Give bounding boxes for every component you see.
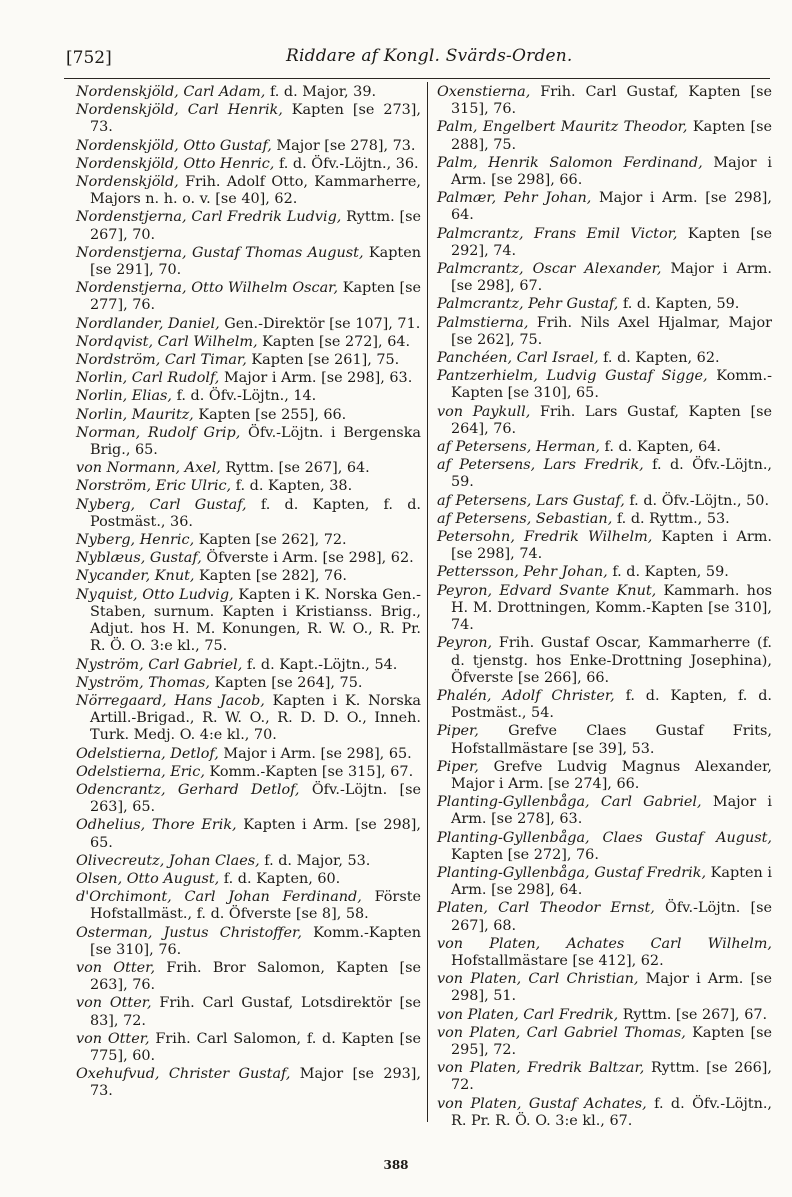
entry-details: Grefve Ludvig Magnus Alexander, Major i Arm. [se 274], 66. [451, 758, 772, 792]
entry-name: Panchéen, Carl Israel, [437, 350, 599, 367]
entry-name: Palm, Engelbert Mauritz Theodor, [437, 119, 688, 136]
entry-details: Kapten i K. Norska Gen.-Staben, surnum. Kapten i Kristianss. Brig., Adjut. hos H. M. Konungen, R. W. O., R. Pr. R. Ö. O. 3:e kl., 75. [90, 586, 421, 655]
entry-name: Piper, [437, 723, 479, 740]
register-entry [76, 1066, 421, 1100]
register-entry [437, 759, 772, 793]
register-entry [437, 226, 772, 260]
register-entry [437, 794, 772, 828]
register-entry [76, 156, 421, 173]
entry-name: Nordenskjöld, Carl Adam, [76, 84, 266, 100]
entry-name: Pantzerhielm, Ludvig Gustaf Sigge, [437, 368, 708, 385]
register-entry [76, 746, 421, 763]
entry-name: Palmstierna, [437, 314, 529, 331]
entry-details: f. d. Kapten, 59. [607, 564, 729, 581]
register-entry [437, 723, 772, 757]
register-entry [437, 1096, 772, 1130]
entry-name: Odelstierna, Eric, [76, 763, 205, 780]
entry-name: Nordenstjerna, Gustaf Thomas August, [76, 244, 364, 261]
entry-name: von Platen, Achates Carl Wilhelm, [437, 935, 772, 952]
entry-name: von Platen, Carl Gabriel Thomas, [437, 1024, 686, 1041]
entry-name: Phalén, Adolf Christer, [437, 687, 615, 704]
entry-name: Norlin, Mauritz, [76, 406, 194, 423]
register-entry [76, 675, 421, 692]
column-divider [427, 82, 428, 1122]
entry-details: Kapten [se 282], 76. [194, 568, 347, 585]
entry-details: Frih. Carl Gustaf, Lotsdirektör [se 83], 72. [90, 995, 422, 1029]
entry-name: Nyström, Carl Gabriel, [76, 656, 243, 673]
entry-details: f. d. Kapten, 62. [598, 350, 720, 367]
entry-name: Nyberg, Carl Gustaf, [76, 496, 247, 513]
entry-details: Major [se 278], 73. [271, 137, 416, 154]
register-entry [437, 1007, 772, 1024]
entry-name: Olivecreutz, Johan Claes, [76, 852, 260, 869]
running-title: Riddare af Kongl. Svärds-Orden. [286, 46, 573, 66]
entry-details: Frih. Gustaf Oscar, Kammarherre (f. d. tjenstg. hos Enke-Drottning Josephina), Öfverste [se 266], 66. [451, 635, 772, 686]
entry-details: Major i Arm. [se 298], 66. [451, 154, 772, 189]
register-entry [76, 568, 421, 585]
entry-details: Ryttm. [se 267], 70. [90, 209, 421, 243]
register-entry [437, 119, 772, 153]
entry-name: von Paykull, [437, 403, 531, 420]
entry-name: Oxenstierna, [437, 84, 531, 100]
entry-name: Nordenskjöld, Carl Henrik, [76, 102, 283, 119]
register-entry [76, 370, 421, 387]
register-entry [437, 511, 772, 528]
entry-details: Major i Arm. [se 298], 67. [451, 261, 772, 295]
entry-name: Nordlander, Daniel, [76, 315, 220, 332]
entry-name: Nycander, Knut, [76, 568, 195, 585]
signature-mark: 388 [383, 1158, 409, 1172]
entry-details: f. d. Kapten, 38. [231, 478, 353, 495]
page-number: [752] [66, 48, 112, 68]
register-entry [437, 529, 772, 563]
entry-name: d'Orchimont, Carl Johan Ferdinand, [76, 889, 362, 906]
register-entry [76, 925, 421, 959]
entry-details: f. d. Kapten, f. d. Postmäst., 54. [451, 687, 773, 722]
register-entry [437, 564, 772, 581]
register-entry [76, 995, 421, 1029]
register-entry [437, 155, 772, 189]
register-entry [76, 853, 421, 870]
entry-name: von Normann, Axel, [76, 460, 221, 477]
register-entry [76, 316, 421, 333]
register-entry [76, 587, 421, 656]
register-entry [437, 688, 772, 722]
entry-details: f. d. Öfv.-Löjtn., 36. [274, 155, 419, 172]
entry-details: Öfverste i Arm. [se 298], 62. [201, 550, 414, 567]
register-entry [76, 174, 421, 208]
register-entry [76, 280, 421, 314]
entry-details: Kammarh. hos H. M. Drottningen, Komm.-Kapten [se 310], 74. [451, 582, 772, 634]
entry-name: af Petersens, Lars Fredrik, [437, 457, 644, 474]
entry-details: Frih. Carl Salomon, f. d. Kapten [se 775], 60. [90, 1030, 422, 1064]
register-entry [76, 871, 421, 888]
register-entry [76, 782, 421, 816]
entry-name: von Platen, Fredrik Baltzar, [437, 1060, 645, 1077]
entry-name: af Petersens, Herman, [437, 439, 600, 456]
entry-details: f. d. Major, 53. [259, 852, 371, 869]
entry-details: Kapten [se 291], 70. [90, 244, 422, 279]
entry-name: Osterman, Justus Christoffer, [76, 924, 302, 941]
entry-name: Nordenskjöld, Otto Henric, [76, 155, 275, 172]
register-entry [76, 425, 421, 459]
entry-details: f. d. Öfv.-Löjtn., 14. [172, 388, 317, 405]
entry-name: von Platen, Carl Fredrik, [437, 1006, 619, 1023]
entry-name: Nordström, Carl Timar, [76, 352, 247, 369]
entry-details: Kapten [se 295], 72. [451, 1024, 772, 1058]
entry-details: Öfv.-Löjtn. [se 263], 65. [90, 781, 421, 816]
entry-details: f. d. Öfv.-Löjtn., R. Pr. R. Ö. O. 3:e kl., 67. [451, 1095, 772, 1129]
entry-name: Nyquist, Otto Ludvig, [76, 586, 234, 603]
entry-name: Palmcrantz, Frans Emil Victor, [437, 225, 678, 242]
register-entry [76, 138, 421, 155]
entry-details: Ryttm. [se 267], 64. [220, 460, 370, 477]
entry-details: Major i Arm. [se 298], 63. [219, 370, 413, 387]
entry-name: Petersohn, Fredrik Wilhelm, [437, 529, 653, 546]
entry-name: Palmcrantz, Oscar Alexander, [437, 261, 662, 278]
entry-name: Peyron, Edvard Svante Knut, [437, 582, 657, 599]
entry-name: Nordqvist, Carl Wilhelm, [76, 333, 258, 350]
register-entry [76, 84, 421, 101]
entry-details: f. d. Kapten, 59. [618, 296, 740, 313]
register-entry [76, 532, 421, 549]
register-entry [437, 404, 772, 438]
register-entry [437, 296, 772, 313]
register-entry [437, 971, 772, 1005]
entry-details: f. d. Kapten, 60. [219, 870, 341, 887]
entry-details: Major i Arm. [se 298], 65. [218, 745, 412, 762]
register-entry [76, 334, 421, 351]
entry-name: von Platen, Carl Christian, [437, 971, 639, 988]
entry-details: Kapten [se 273], 73. [90, 102, 421, 136]
register-entry [437, 583, 772, 635]
entry-details: f. d. Öfv.-Löjtn., 50. [624, 492, 770, 509]
entry-name: Palm, Henrik Salomon Ferdinand, [437, 154, 703, 171]
entry-details: f. d. Major, 39. [265, 84, 377, 100]
entry-details: f. d. Kapten, f. d. Postmäst., 36. [90, 496, 421, 530]
entry-details: Kapten [se 288], 75. [451, 119, 772, 153]
entry-details: f. d. Öfv.-Löjtn., 59. [451, 457, 772, 491]
entry-details: Kapten [se 292], 74. [451, 225, 772, 259]
register-entry [437, 439, 772, 456]
entry-details: Gen.-Direktör [se 107], 71. [219, 315, 421, 332]
entry-details: Kapten [se 277], 76. [90, 280, 421, 314]
register-entry [76, 388, 421, 405]
entry-name: Planting-Gyllenbåga, Claes Gustaf August, [437, 829, 772, 846]
entry-details: Frih. Nils Axel Hjalmar, Major [se 262], 75. [451, 314, 772, 348]
entry-name: von Otter, [76, 959, 156, 976]
entry-name: von Platen, Gustaf Achates, [437, 1095, 647, 1112]
entry-name: Palmær, Pehr Johan, [437, 190, 592, 207]
entry-name: Planting-Gyllenbåga, Gustaf Fredrik, [437, 864, 707, 881]
entry-name: Pettersson, Pehr Johan, [437, 564, 608, 581]
entry-name: Nordenskjöld, [76, 174, 179, 191]
header-rule [64, 78, 770, 79]
register-entry [76, 1031, 421, 1065]
register-entry [437, 635, 772, 687]
register-entry [76, 817, 421, 851]
entry-name: von Otter, [76, 995, 152, 1012]
register-entry [76, 764, 421, 781]
entry-name: Platen, Carl Theodor Ernst, [437, 900, 655, 917]
entry-details: Major [se 293], 73. [90, 1066, 421, 1100]
register-entry [437, 936, 772, 970]
register-entry [437, 830, 772, 864]
entry-details: Kapten [se 255], 66. [193, 406, 347, 423]
entry-name: Norström, Eric Ulric, [76, 478, 232, 495]
entry-name: Norman, Rudolf Grip, [76, 424, 241, 441]
entry-details: Öfv.-Löjtn. [se 267], 68. [451, 900, 772, 934]
entry-details: Förste Hofstallmäst., f. d. Öfverste [se 8], 58. [90, 889, 421, 923]
register-entry [437, 493, 772, 510]
entry-name: Norlin, Elias, [76, 388, 173, 405]
register-entry [76, 497, 421, 531]
entry-name: Planting-Gyllenbåga, Carl Gabriel, [437, 794, 702, 811]
entry-name: Nordenstjerna, Carl Fredrik Ludvig, [76, 209, 342, 226]
entry-details: Kapten i Arm. [se 298], 74. [451, 529, 772, 563]
register-entry [437, 457, 772, 491]
register-entry [76, 102, 421, 136]
entry-details: Komm.-Kapten [se 310], 76. [90, 924, 421, 958]
entry-details: f. d. Ryttm., 53. [612, 510, 730, 527]
entry-name: von Otter, [76, 1030, 150, 1047]
entry-name: Piper, [437, 758, 479, 775]
register-entry [76, 209, 421, 243]
register-entry [437, 865, 772, 899]
entry-details: Kapten [se 272], 64. [257, 333, 411, 350]
entry-name: Odencrantz, Gerhard Detlof, [76, 781, 300, 798]
register-entry [76, 960, 421, 994]
entry-details: Major i Arm. [se 278], 63. [451, 794, 772, 828]
register-entry [76, 245, 421, 279]
entry-details: Frih. Adolf Otto, Kammarherre, Majors n. h. o. v. [se 40], 62. [90, 174, 421, 208]
register-entry [437, 1025, 772, 1059]
entry-name: Odhelius, Thore Erik, [76, 817, 237, 834]
entry-details: Kapten [se 264], 75. [209, 674, 363, 691]
entry-name: Nordenskjöld, Otto Gustaf, [76, 137, 272, 154]
register-entry [437, 368, 772, 402]
entry-details: Kapten [se 272], 76. [451, 846, 599, 863]
register-entry [76, 693, 421, 745]
register-entry [76, 550, 421, 567]
register-entry [437, 900, 772, 934]
entry-details: Frih. Carl Gustaf, Kapten [se 315], 76. [451, 84, 772, 118]
entry-details: Kapten i Arm. [se 298], 64. [451, 864, 772, 899]
register-entry [437, 350, 772, 367]
register-entry [76, 352, 421, 369]
entry-details: Öfv.-Löjtn. i Bergenska Brig., 65. [90, 424, 421, 459]
entry-name: Oxehufvud, Christer Gustaf, [76, 1066, 291, 1083]
entry-details: Kapten [se 262], 72. [194, 532, 347, 549]
register-entry [76, 889, 421, 923]
register-entry [437, 190, 772, 224]
entry-details: Frih. Bror Salomon, Kapten [se 263], 76. [90, 959, 421, 994]
entry-name: Nyberg, Henric, [76, 532, 195, 549]
page-header [66, 46, 766, 72]
entry-details: Kapten i K. Norska Artill.-Brigad., R. W. O., R. D. D. O., Inneh. Turk. Medj. O. 4:e kl., 70. [90, 692, 422, 744]
entry-details: Ryttm. [se 266], 72. [451, 1060, 772, 1094]
entry-details: Komm.-Kapten [se 310], 65. [451, 368, 772, 402]
register-entry [437, 315, 772, 349]
entry-details: Major i Arm. [se 298], 51. [451, 971, 772, 1005]
entry-details: Ryttm. [se 267], 67. [618, 1006, 768, 1023]
entry-details: Kapten i Arm. [se 298], 65. [90, 817, 421, 851]
entry-details: Grefve Claes Gustaf Frits, Hofstallmästare [se 39], 53. [451, 723, 772, 757]
entry-name: Nyström, Thomas, [76, 674, 210, 691]
register-entry [76, 460, 421, 477]
entry-details: f. d. Kapt.-Löjtn., 54. [242, 656, 398, 673]
entry-details: f. d. Kapten, 64. [599, 439, 721, 456]
entry-name: Nörregaard, Hans Jacob, [76, 692, 265, 709]
left-column [76, 84, 421, 1102]
right-column [437, 84, 772, 1131]
register-entry [76, 657, 421, 674]
entry-details: Frih. Lars Gustaf, Kapten [se 264], 76. [451, 403, 772, 437]
register-entry [437, 1060, 772, 1094]
entry-name: Norlin, Carl Rudolf, [76, 370, 220, 387]
entry-details: Komm.-Kapten [se 315], 67. [204, 763, 414, 780]
register-entry [437, 84, 772, 118]
entry-details: Hofstallmästare [se 412], 62. [451, 952, 664, 969]
register-entry [76, 407, 421, 424]
entry-name: Nordenstjerna, Otto Wilhelm Oscar, [76, 280, 339, 297]
entry-name: Peyron, [437, 635, 493, 652]
register-entry [76, 478, 421, 495]
entry-details: Major i Arm. [se 298], 64. [451, 190, 772, 224]
entry-name: Olsen, Otto August, [76, 870, 220, 887]
entry-name: Odelstierna, Detlof, [76, 745, 219, 762]
entry-name: Palmcrantz, Pehr Gustaf, [437, 296, 619, 313]
entry-name: Nyblæus, Gustaf, [76, 550, 202, 567]
entry-name: af Petersens, Sebastian, [437, 510, 613, 527]
entry-name: af Petersens, Lars Gustaf, [437, 492, 625, 509]
register-entry [437, 261, 772, 295]
entry-details: Kapten [se 261], 75. [246, 352, 400, 369]
